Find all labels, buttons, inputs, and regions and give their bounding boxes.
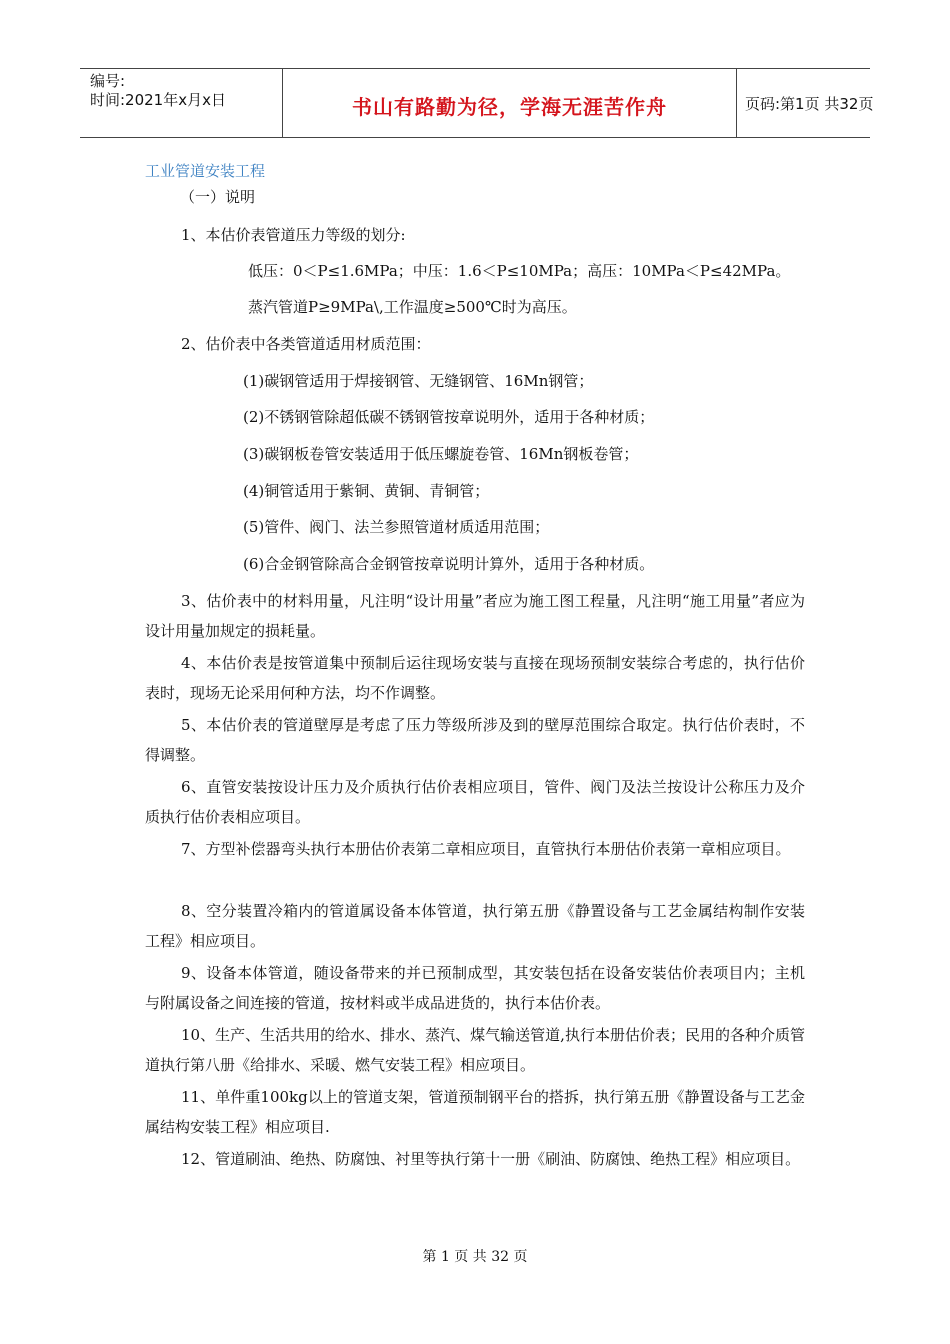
paragraph-10: 10、生产、生活共用的给水、排水、蒸汽、煤气输送管道,执行本册估价表；民用的各种介质管道执行第八册《给排水、采暖、燃气安装工程》相应项目。: [145, 1026, 805, 1074]
paragraph-12: 12、管道刷油、绝热、防腐蚀、衬里等执行第十一册《刷油、防腐蚀、绝热工程》相应项目。: [181, 1150, 801, 1168]
header-page-cell: [735, 69, 874, 137]
date-line: 时间:2021年x月x日: [90, 91, 226, 109]
paragraph-6: 6、直管安装按设计压力及介质执行估价表相应项目，管件、阀门及法兰按设计公称压力及介质执行估价表相应项目。: [145, 778, 805, 826]
item-2-sub-4: (4)铜管适用于紫铜、黄铜、青铜管；: [243, 482, 490, 500]
item-2-sub-6: (6)合金钢管除高合金钢管按章说明计算外，适用于各种材质。: [243, 555, 655, 573]
item-1-steam-note: 蒸汽管道P≥9MPa\,工作温度≥500℃时为高压。: [248, 298, 577, 316]
page-footer: 第 1 页 共 32 页: [422, 1249, 528, 1265]
paragraph-4: 4、本估价表是按管道集中预制后运往现场安装与直接在现场预制安装综合考虑的，执行估价表时，现场无论采用何种方法，均不作调整。: [145, 654, 805, 702]
header-info-cell: [80, 69, 282, 137]
page-info: 页码:第1页 共32页: [745, 95, 874, 113]
number-label: 编号:: [90, 72, 126, 90]
header-motto-cell: [282, 69, 737, 137]
item-2: 2、估价表中各类管道适用材质范围：: [181, 335, 431, 353]
paragraph-8: 8、空分装置冷箱内的管道属设备本体管道，执行第五册《静置设备与工艺金属结构制作安装工程》相应项目。: [145, 902, 805, 950]
section-subtitle: （一）说明: [180, 188, 256, 206]
item-2-sub-5: (5)管件、阀门、法兰参照管道材质适用范围；: [243, 518, 550, 536]
paragraph-3: 3、估价表中的材料用量，凡注明“设计用量”者应为施工图工程量，凡注明“施工用量”者应为设计用量加规定的损耗量。: [145, 592, 805, 640]
section-title: 工业管道安装工程: [145, 162, 266, 180]
paragraph-7: 7、方型补偿器弯头执行本册估价表第二章相应项目，直管执行本册估价表第一章相应项目。: [181, 840, 791, 858]
item-1: 1、本估价表管道压力等级的划分:: [181, 226, 406, 244]
item-2-sub-2: (2)不锈钢管除超低碳不锈钢管按章说明外，适用于各种材质；: [243, 408, 655, 426]
item-2-sub-3: (3)碳钢板卷管安装适用于低压螺旋卷管、16Mn钢板卷管；: [243, 445, 639, 463]
item-2-sub-1: (1)碳钢管适用于焊接钢管、无缝钢管、16Mn钢管；: [243, 372, 594, 390]
paragraph-11: 11、单件重100kg以上的管道支架，管道预制钢平台的搭拆，执行第五册《静置设备与工艺金属结构安装工程》相应项目.: [145, 1088, 805, 1136]
motto-text: 书山有路勤为径，学海无涯苦作舟: [352, 95, 667, 119]
paragraph-9: 9、设备本体管道，随设备带来的并已预制成型，其安装包括在设备安装估价表项目内；主机与附属设备之间连接的管道，按材料或半成品进货的，执行本估价表。: [145, 964, 805, 1012]
paragraph-5: 5、本估价表的管道壁厚是考虑了压力等级所涉及到的壁厚范围综合取定。执行估价表时，不得调整。: [145, 716, 805, 764]
document-header: [80, 68, 874, 138]
item-1-pressure-ranges: 低压：0＜P≤1.6MPa；中压：1.6＜P≤10MPa；高压：10MPa＜P≤42MPa。: [248, 262, 791, 280]
